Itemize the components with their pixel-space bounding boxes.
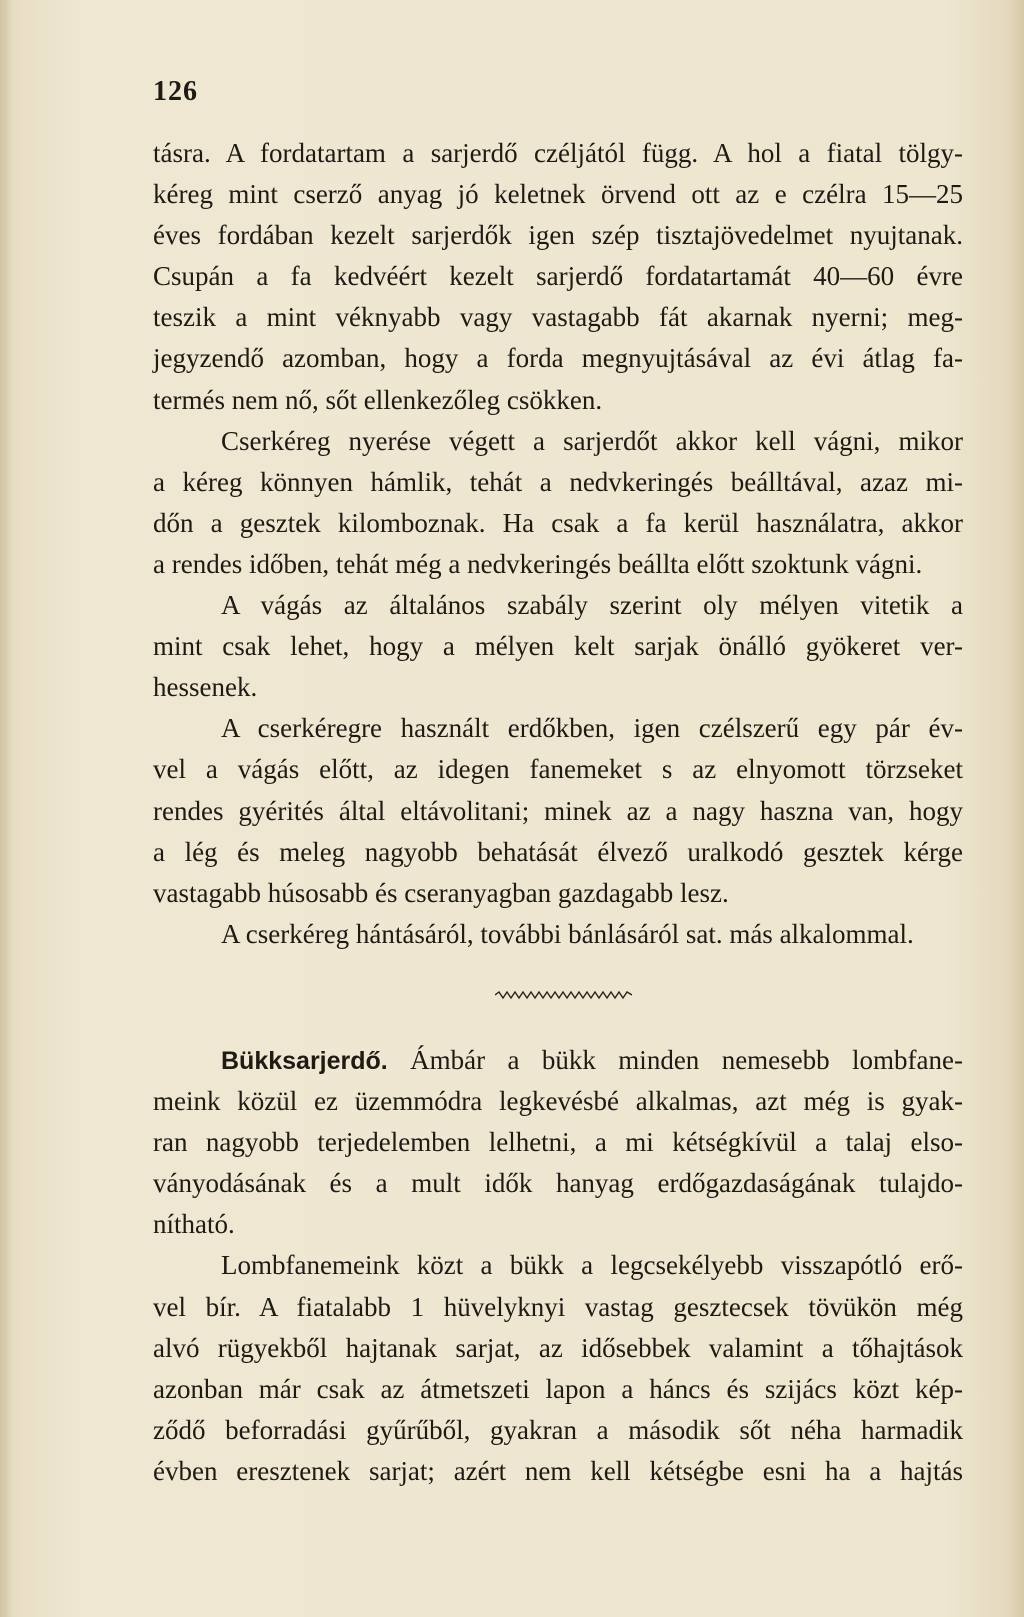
text-line: teszik a mint véknyabb vagy vastagabb fát akarnak nyerni; meg- [153, 302, 963, 333]
section-heading: Bükksarjerdő. [221, 1047, 388, 1075]
text-line: hessenek. [153, 672, 258, 703]
section-first-line-text: Ámbár a bükk minden nemesebb lombfane- [410, 1045, 964, 1075]
section-body [153, 1081, 963, 1492]
text-line: termés nem nő, sőt ellenkezőleg csökken. [153, 384, 603, 415]
text-line: vel bír. A fiatalabb 1 hüvelyknyi vastag gesztecsek tövükön még [153, 1291, 963, 1322]
text-line: ran nagyobb terjedelemben lelhetni, a mi kétségkívül a talaj elso- [153, 1127, 963, 1158]
text-line: A cserkéreg hántásáról, további bánlásáról sat. más alkalommal. [221, 918, 914, 949]
main-text-bottom [153, 1040, 963, 1492]
text-line: nítható. [153, 1209, 235, 1240]
text-line: évben eresztenek sarjat; azért nem kell kétségbe esni ha a hajtás [153, 1455, 963, 1486]
text-line: vel a vágás előtt, az idegen fanemeket s az elnyomott törzseket [153, 754, 963, 785]
text-line: rendes gyérités által eltávolitani; minek az a nagy haszna van, hogy [153, 795, 963, 826]
text-line: dőn a gesztek kilomboznak. Ha csak a fa kerül használatra, akkor [153, 507, 963, 538]
page-edge-left [0, 0, 14, 1617]
text-line: ződő beforradási gyűrűből, gyakran a második sőt néha harmadik [153, 1414, 963, 1445]
text-line: tásra. A fordatartam a sarjerdő czéljától függ. A hol a fiatal tölgy- [153, 138, 963, 168]
ornamental-separator [495, 990, 632, 1000]
text-line: jegyzendő azomban, hogy a forda megnyujtásával az évi átlag fa- [153, 343, 963, 374]
text-line: a kéreg könnyen hámlik, tehát a nedvkeringés beálltával, azaz mi- [153, 466, 963, 497]
page-number: 126 [153, 76, 198, 107]
text-line: Cserkéreg nyerése végett a sarjerdőt akkor kell vágni, mikor [221, 425, 963, 456]
section-first-line [153, 1040, 963, 1081]
text-line: éves fordában kezelt sarjerdők igen szép tisztajövedelmet nyujtanak. [153, 220, 963, 251]
text-line: azonban már csak az átmetszeti lapon a háncs és szijács közt kép- [153, 1373, 963, 1404]
text-line: A vágás az általános szabály szerint oly mélyen vitetik a [221, 590, 963, 621]
text-line: vastagabb húsosabb és cseranyagban gazdagabb lesz. [153, 877, 729, 908]
text-line: alvó rügyekből hajtanak sarjat, az idősebbek valamint a tőhajtások [153, 1332, 963, 1363]
page-edge-right [1006, 0, 1024, 1617]
text-line: Lombfanemeink közt a bükk a legcsekélyebb visszapótló erő- [221, 1250, 963, 1281]
text-line: meink közül ez üzemmódra legkevésbé alkalmas, azt még is gyak- [153, 1086, 963, 1117]
text-line: Csupán a fa kedvéért kezelt sarjerdő fordatartamát 40—60 évre [153, 261, 963, 292]
text-line: a lég és meleg nagyobb behatását élvező uralkodó gesztek kérge [153, 836, 963, 867]
text-line: ványodásának és a mult idők hanyag erdőgazdaságának tulajdo- [153, 1168, 963, 1199]
text-line: a rendes időben, tehát még a nedvkeringés beállta előtt szoktunk vágni. [153, 548, 923, 579]
text-line: A cserkéregre használt erdőkben, igen czélszerű egy pár év- [221, 713, 963, 744]
main-text-top [153, 133, 963, 955]
text-line: kéreg mint cserző anyag jó keletnek örvend ott az e czélra 15—25 [153, 179, 963, 210]
text-line: mint csak lehet, hogy a mélyen kelt sarjak önálló gyökeret ver- [153, 631, 963, 662]
